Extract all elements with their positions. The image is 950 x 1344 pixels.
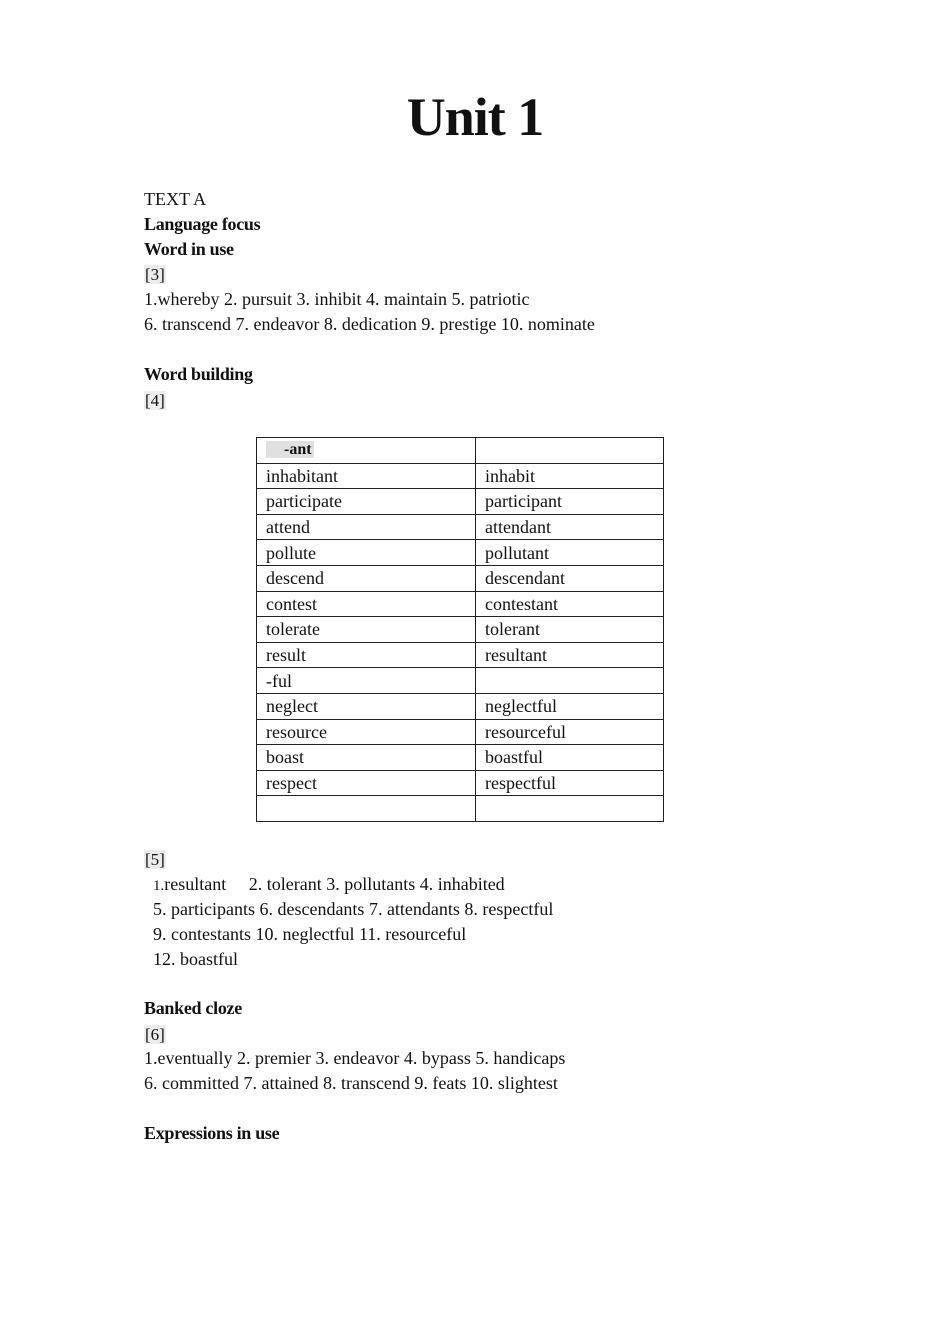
table-cell: descendant — [476, 565, 664, 591]
table-cell: resourceful — [476, 719, 664, 745]
table-row — [257, 540, 664, 566]
table-cell: result — [257, 642, 476, 668]
language-focus-heading: Language focus — [144, 214, 261, 234]
table-row — [257, 642, 664, 668]
table-cell: respectful — [476, 770, 664, 796]
word-building-table — [256, 437, 664, 822]
table-cell: neglect — [257, 693, 476, 719]
table-cell: inhabit — [476, 463, 664, 489]
table-row — [257, 796, 664, 822]
expressions-in-use-heading: Expressions in use — [144, 1123, 280, 1143]
exercise-marker-5: [5] — [145, 850, 165, 869]
table-row — [257, 719, 664, 745]
table-header-cell: -ant — [257, 438, 476, 464]
table-cell: contestant — [476, 591, 664, 617]
banked-cloze-heading: Banked cloze — [144, 998, 242, 1018]
word-in-use-answers-line-1: 1.whereby 2. pursuit 3. inhibit 4. maintain 5. patriotic — [144, 289, 530, 309]
table-row — [257, 745, 664, 771]
word-in-use-heading: Word in use — [144, 239, 234, 259]
table-row — [257, 591, 664, 617]
table-cell: resultant — [476, 642, 664, 668]
table-cell: participate — [257, 489, 476, 515]
exercise-marker-4: [4] — [145, 391, 165, 410]
word-in-use-answers-line-2: 6. transcend 7. endeavor 8. dedication 9. prestige 10. nominate — [144, 314, 595, 334]
table-cell: tolerant — [476, 617, 664, 643]
section-label: TEXT A — [144, 189, 207, 209]
table-cell: pollutant — [476, 540, 664, 566]
table-cell — [257, 796, 476, 822]
table-row — [257, 617, 664, 643]
table-cell: boastful — [476, 745, 664, 771]
exercise-marker-6: [6] — [145, 1025, 165, 1044]
word-building-heading: Word building — [144, 364, 253, 384]
table-cell: respect — [257, 770, 476, 796]
table-cell: inhabitant — [257, 463, 476, 489]
banked-cloze-answers-line-2: 6. committed 7. attained 8. transcend 9. feats 10. slightest — [144, 1073, 558, 1093]
table-header-row — [257, 438, 664, 464]
exercise5-answers-line-3: 9. contestants 10. neglectful 11. resourceful — [153, 924, 467, 944]
table-row — [257, 770, 664, 796]
table-cell — [476, 796, 664, 822]
table-cell: resource — [257, 719, 476, 745]
table-row — [257, 693, 664, 719]
exercise5-answers-line-1: 1.resultant 2. tolerant 3. pollutants 4. inhabited — [153, 874, 505, 894]
banked-cloze-answers-line-1: 1.eventually 2. premier 3. endeavor 4. bypass 5. handicaps — [144, 1048, 566, 1068]
table-cell: participant — [476, 489, 664, 515]
table-cell: -ful — [257, 668, 476, 694]
table-cell — [476, 668, 664, 694]
table-row — [257, 668, 664, 694]
table-cell: pollute — [257, 540, 476, 566]
table-cell: tolerate — [257, 617, 476, 643]
table-cell: boast — [257, 745, 476, 771]
table-row — [257, 463, 664, 489]
exercise5-answers-line-2: 5. participants 6. descendants 7. attendants 8. respectful — [153, 899, 554, 919]
table-cell: neglectful — [476, 693, 664, 719]
table-header-empty-cell — [476, 438, 664, 464]
table-cell: descend — [257, 565, 476, 591]
table-cell: attend — [257, 514, 476, 540]
table-row — [257, 565, 664, 591]
exercise-marker-3: [3] — [145, 265, 165, 284]
exercise5-answers-line-4: 12. boastful — [153, 949, 238, 969]
page-title: Unit 1 — [406, 87, 544, 147]
table-cell: contest — [257, 591, 476, 617]
table-row — [257, 514, 664, 540]
table-cell: attendant — [476, 514, 664, 540]
table-row — [257, 489, 664, 515]
